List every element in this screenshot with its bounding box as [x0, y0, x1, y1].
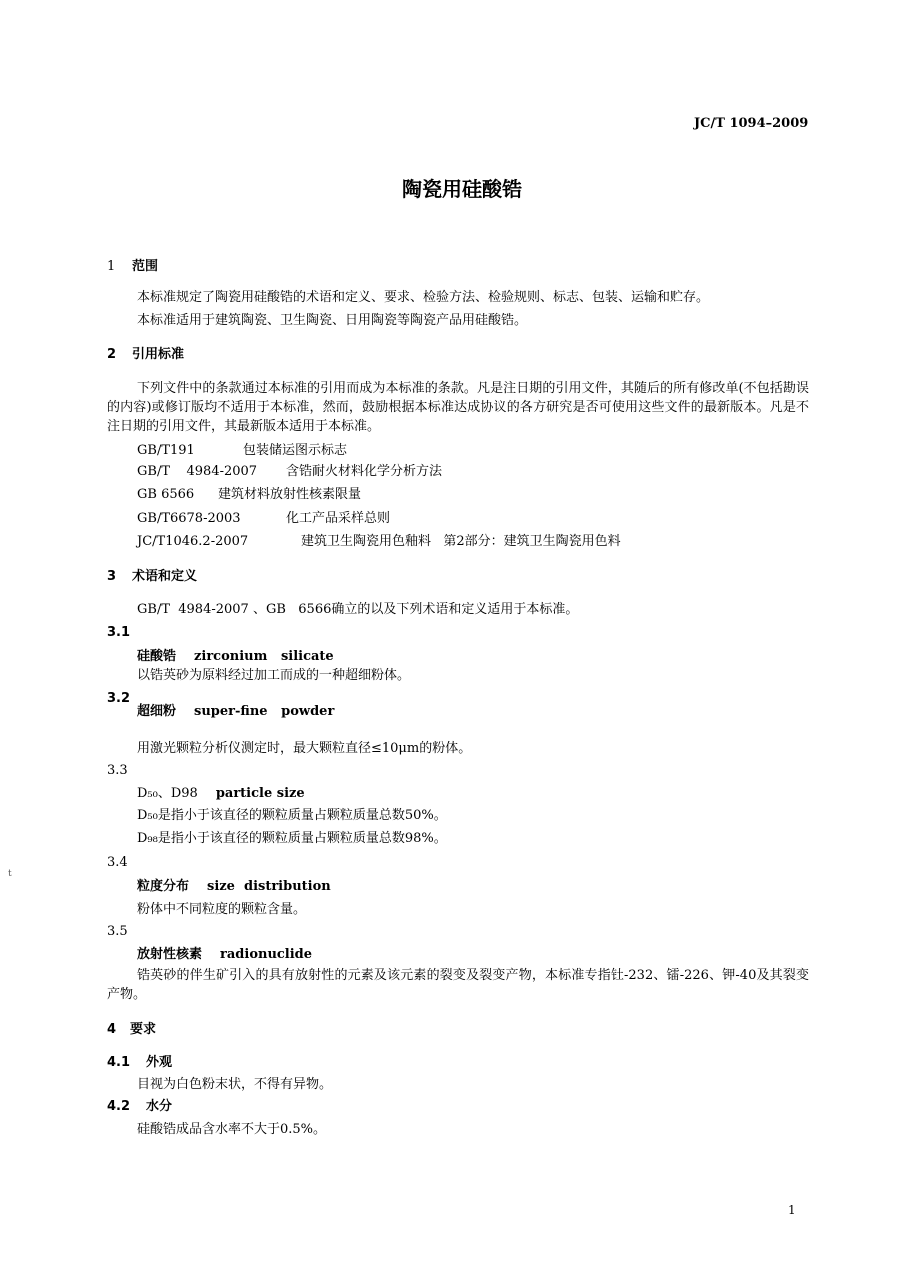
ref-code: GB/T6678-2003	[137, 511, 241, 526]
margin-mark: t	[8, 869, 12, 879]
section-1-number: 1	[107, 259, 116, 274]
ref-code: GB 6566	[137, 487, 195, 502]
subsection-number: 4.2	[107, 1099, 131, 1114]
section-3-heading: 术语和定义	[132, 569, 198, 584]
term-en: super-fine powder	[194, 704, 335, 719]
term-definition: D₉₈是指小于该直径的颗粒质量占颗粒质量总数98%。	[137, 831, 447, 846]
standard-number: JC/T 1094–2009	[694, 116, 809, 131]
term-number: 3.2	[107, 691, 131, 706]
term-heading	[137, 879, 331, 895]
term-definition: 粉体中不同粒度的颗粒含量。	[137, 902, 307, 917]
section-3-number: 3	[107, 569, 117, 584]
ref-code: JC/T1046.2-2007	[137, 534, 249, 549]
section-1-paragraph-2: 本标准适用于建筑陶瓷、卫生陶瓷、日用陶瓷等陶瓷产品用硅酸锆。	[137, 313, 528, 328]
term-number: 3.3	[107, 763, 128, 778]
ref-title: 建筑材料放射性核素限量	[218, 487, 362, 502]
term-en: radionuclide	[220, 947, 313, 962]
term-en: particle size	[215, 786, 305, 801]
term-en: zirconium silicate	[194, 649, 334, 664]
term-number: 3.4	[107, 855, 128, 870]
subsection-number: 4.1	[107, 1055, 131, 1070]
document-title: 陶瓷用硅酸锆	[402, 177, 522, 201]
section-2-number: 2	[107, 347, 117, 362]
term-cn: 硅酸锆	[137, 649, 177, 664]
section-4-heading: 要求	[130, 1022, 157, 1037]
section-2-heading: 引用标准	[132, 347, 185, 362]
term-definition: 锆英砂的伴生矿引入的具有放射性的元素及该元素的裂变及裂变产物，本标准专指钍-232、镭-226、钾-40及其裂变产物。	[107, 968, 809, 1002]
section-1-paragraph-1: 本标准规定了陶瓷用硅酸锆的术语和定义、要求、检验方法、检验规则、标志、包装、运输和贮存。	[137, 290, 710, 305]
term-heading	[137, 947, 312, 963]
term-cn: 放射性核素	[137, 947, 203, 962]
subsection-text: 目视为白色粉末状，不得有异物。	[137, 1077, 333, 1092]
ref-title: 含锆耐火材料化学分析方法	[286, 464, 443, 479]
term-heading	[137, 704, 334, 720]
term-cn: D₅₀、D98	[137, 786, 198, 801]
subsection-heading: 外观	[146, 1055, 173, 1070]
subsection-heading: 水分	[146, 1099, 173, 1114]
section-3-intro: GB/T 4984-2007 、GB 6566确立的以及下列术语和定义适用于本标准。	[137, 602, 579, 617]
ref-code: GB/T191	[137, 443, 195, 458]
page-number: 1	[788, 1203, 796, 1217]
ref-title: 化工产品采样总则	[286, 511, 391, 526]
term-heading	[137, 786, 305, 802]
term-heading	[137, 649, 334, 665]
term-definition: 以锆英砂为原料经过加工而成的一种超细粉体。	[137, 668, 411, 683]
section-4-number: 4	[107, 1022, 117, 1037]
subsection-text: 硅酸锆成品含水率不大于0.5%。	[137, 1122, 327, 1137]
term-number: 3.5	[107, 924, 128, 939]
term-number: 3.1	[107, 625, 131, 640]
ref-title: 包装储运图示标志	[243, 443, 348, 458]
section-2-intro: 下列文件中的条款通过本标准的引用而成为本标准的条款。凡是注日期的引用文件，其随后的所有修改单(不包括勘误的内容)或修订版均不适用于本标准，然而，鼓励根据本标准达成协议的各方研究是否可使用这些文件的最新版本。凡是不注日期的引用文件，其最新版本适用于本标准。	[107, 381, 809, 434]
ref-code: GB/T 4984-2007	[137, 464, 258, 479]
term-definition: 用激光颗粒分析仪测定时，最大颗粒直径≤10μm的粉体。	[137, 741, 472, 756]
term-cn: 超细粉	[137, 704, 177, 719]
term-definition: D₅₀是指小于该直径的颗粒质量占颗粒质量总数50%。	[137, 808, 447, 823]
section-1-heading: 范围	[132, 259, 159, 274]
ref-title: 建筑卫生陶瓷用色釉料 第2部分：建筑卫生陶瓷用色料	[301, 534, 621, 549]
term-cn: 粒度分布	[137, 879, 190, 894]
term-en: size distribution	[207, 879, 331, 894]
